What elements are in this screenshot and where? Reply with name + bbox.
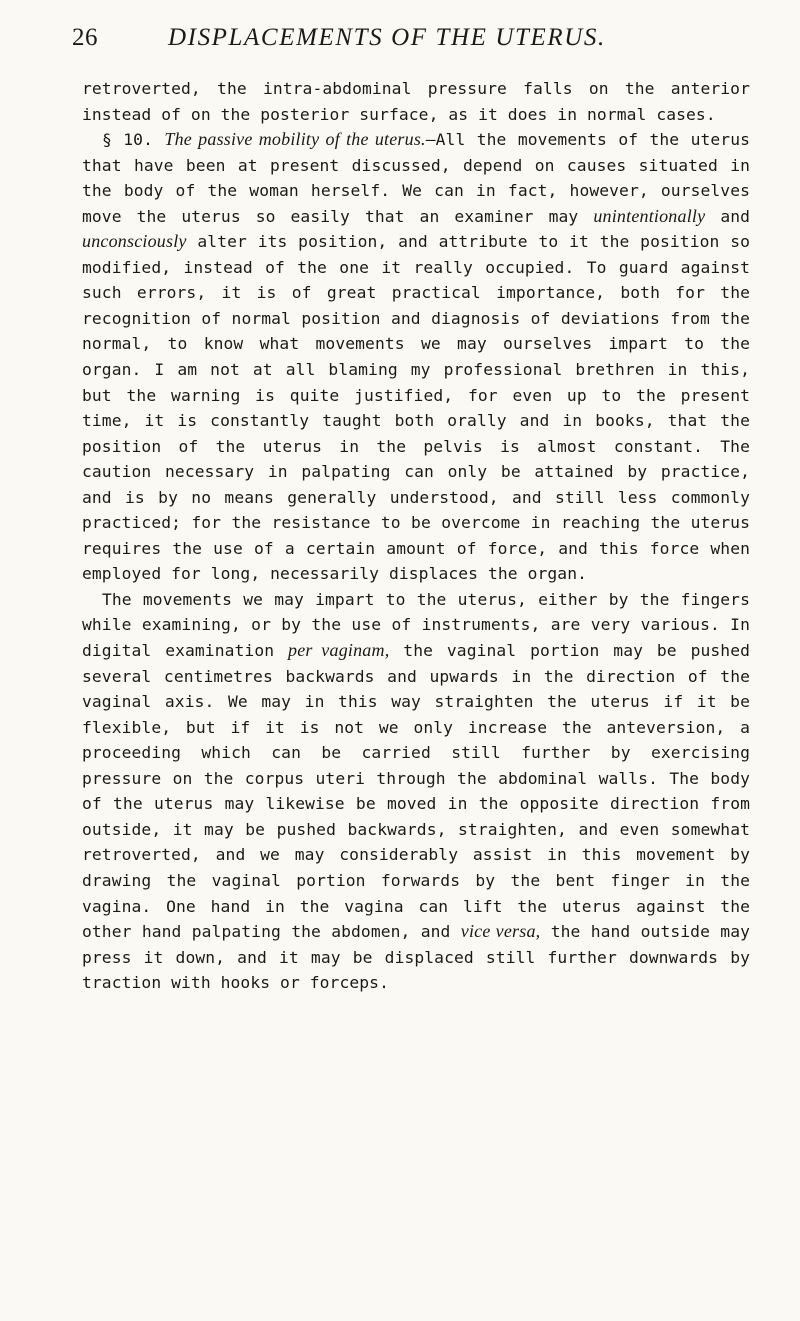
paragraph-section-10 (82, 127, 750, 587)
paragraph-text: alter its position, and attribute to it the position so modified, instead of the one it really occupied. To guard against such errors, it is of great practical importance, both for the recognition of normal position and diagnosis of deviations from the normal, to know what movements we may ourselves impart to the organ. I am not at all blaming my professional brethren in this, but the warning is quite justified, for even up to the present time, it is constantly taught both orally and in books, that the position of the uterus in the pelvis is almost constant. The caution necessary in palpating can only be attained by practice, and is by no means generally understood, and still less commonly practiced; for the resistance to be overcome in reaching the uterus requires the use of a certain amount of force, and this force when employed for long, necessarily displaces the organ. (82, 232, 750, 584)
paragraph-text: retroverted, the intra-abdominal pressure falls on the anterior instead of on the posterior surface, as it does in normal cases. (82, 79, 750, 124)
emphasis-text: per vaginam, (288, 640, 390, 661)
emphasis-text: vice versa, (460, 921, 541, 942)
page-number: 26 (72, 24, 98, 51)
paragraph-text: and (720, 206, 751, 226)
paragraph-text: —All the movements of the uterus that have been at present discussed, depend on causes situated in the body of the woman herself. We can in fact, however, ourselves move the uterus so easily that an examiner may (82, 130, 751, 226)
emphasis-text: unconsciously (82, 231, 187, 252)
paragraph-text: the vaginal portion may be pushed several centimetres backwards and upwards in the direction of the vaginal axis. We may in this way straighten the uterus if it be flexible, but if it is not we only increase the anteversion, a proceeding which can be carried still further by exercising pressure on the corpus uteri through the abdominal walls. The body of the uterus may likewise be moved in the opposite direction from outside, it may be pushed backwards, straighten, and even somewhat retroverted, and we may considerably assist in this movement by drawing the vaginal portion forwards by the bent finger in the vagina. One hand in the vagina can lift the uterus against the other hand palpating the abdomen, and (82, 641, 750, 942)
running-head (0, 18, 800, 58)
section-number: § 10. (102, 130, 153, 150)
body-text (82, 76, 750, 996)
section-heading: The passive mobility of the uterus. (164, 129, 426, 150)
emphasis-text: unintentionally (593, 205, 706, 226)
running-title: DISPLACEMENTS OF THE UTERUS. (168, 24, 606, 51)
paragraph-movements (82, 587, 750, 996)
paragraph-text: the hand outside may press it down, and it may be displaced still further downwards by traction with hooks or forceps. (82, 922, 750, 993)
paragraph-text: The movements we may impart to the uterus, either by the fingers while examining, or by the use of instruments, are very various. In digital examination (82, 589, 750, 661)
paragraph-continuation (82, 76, 750, 127)
